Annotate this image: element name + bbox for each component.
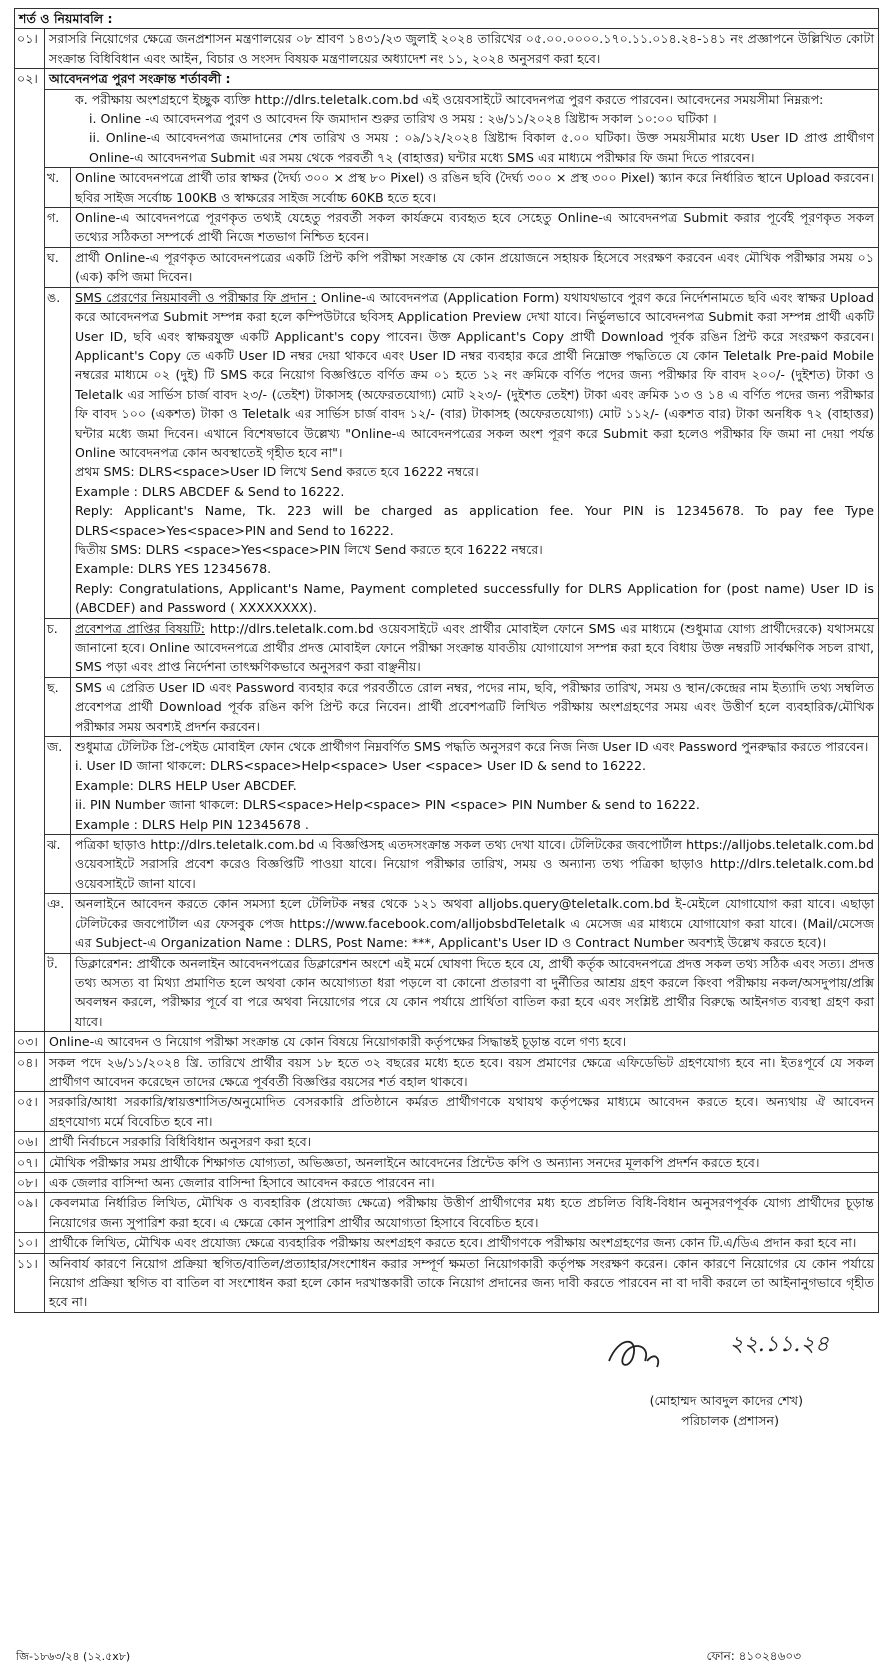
sub-item-chha [45, 677, 878, 736]
signatory-name: (মোহাম্মদ আবদুল কাদের শেখ) [649, 1392, 803, 1408]
signature-block [14, 1313, 879, 1463]
sms-line: Reply: Congratulations, Applicant's Name, Payment completed successfully for DLRS Application for (post name) User ID is (ABCDEF) and Password ( XXXXXXXX). [75, 580, 874, 616]
sms-rules-paragraph: SMS প্রেরণের নিয়মাবলী ও পরীক্ষার ফি প্রদান : Online-এ আবেদনপত্র (Application Form) যথাযথভাবে পুরণ করে নির্দেশনামতে ছবি এবং স্বাক্ষর Upload করে আবেদনপত্র Submit সম্পন্ন করা হলে কম্পিউটারে ছবিসহ Application Preview দেখা যাবে। নির্ভুলভাবে আবেদনপত্র Submit করা সম্পন্ন প্রার্থী একটি User ID, ছবি এবং স্বাক্ষরযুক্ত একটি Applicant's copy পাবেন। উক্ত Applicant's Copy প্রার্থী Download পূর্বক রঙিন প্রিন্ট করে সংরক্ষণ করবেন। Applicant's Copy তে একটি User ID নম্বর দেয়া থাকবে এবং User ID নম্বর ব্যবহার করে প্রার্থী নিম্নোক্ত পদ্ধতিতে যে কোন Teletalk Pre-paid Mobile নম্বরের মাধ্যমে ০২ (দুই) টি SMS করে নিয়োগ বিজ্ঞপ্তিতে বর্ণিত ক্রম ০১ হতে ১২ নং ক্রমিকে বর্ণিত পদের জন্য পরীক্ষার ফি বাবদ ২০০/- (দুইশত) টাকা ও Teletalk এর সার্ভিস চার্জ বাবদ ২৩/- (তেইশ) টাকাসহ (অফেরতযোগ্য) মোট ২২৩/- (দুইশত তেইশ) টাকা এবং ক্রমিক ১৩ ও ১৪ এ বর্ণিত পদের জন্য পরীক্ষার ফি বাবদ ১০০ (একশত) টাকা ও Teletalk এর সার্ভিস চার্জ বাবদ ১২/- (বার) টাকাসহ (অফেরতযোগ্য) মোট ১১২/- (একশত বার) টাকা অনধিক ৭২ (বাহাত্তর) ঘন্টার মধ্যে জমা দিবেন। এখানে বিশেষভাবে উল্লেখ্য "Online-এ আবেদনপত্রের সকল অংশ পূরণ করে Submit করা হলেও পরীক্ষার ফি জমা না দেয়া পর্যন্ত Online আবেদনপত্র কোন অবস্থাতেই গৃহীত হবে না"। [75, 289, 874, 460]
sub-label: ছ. [45, 678, 71, 736]
recovery-intro: শুধুমাত্র টেলিটক প্রি-পেইড মোবাইল ফোন থেকে প্রার্থীগণ নিম্নবর্ণিত SMS পদ্ধতি অনুসরণ করে নিজ নিজ User ID এবং Password পুনরুদ্ধার করতে পারবেন। [75, 739, 869, 755]
ka-end-date: ii. Online-এ আবেদনপত্র জমাদানের শেষ তারিখ ও সময় : ০৯/১২/২০২৪ খ্রিষ্টাব্দ বিকাল ৫.০০ ঘটিকা। উক্ত সময়সীমার মধ্যে User ID প্রাপ্ত প্রার্থীগণ Online-এ আবেদনপত্র Submit এর সময় থেকে পরবর্তী ৭২ (বাহাত্তর) ঘন্টার মধ্যে SMS এর মাধ্যমে পরীক্ষার ফি জমা দিতে পারবেন। [89, 130, 874, 165]
sub-text: পত্রিকা ছাড়াও http://dlrs.teletalk.com.bd এ বিজ্ঞপ্তিসহ এতদসংক্রান্ত সকল তথ্য দেখা যাবে। টেলিটকের জবপোর্টাল https://alljobs.teletalk.com.bd ওয়েবসাইটে সরাসরি প্রবেশ করেও বিজ্ঞপ্তিটি পাওয়া যাবে। নিয়োগ পরীক্ষার তারিখ, সময় ও অন্যান্য তথ্য পত্রিকা ছাড়াও http://dlrs.teletalk.com.bd ওয়েবসাইটে জানা যাবে। [75, 837, 874, 891]
sub-item-ka [45, 90, 878, 168]
terms-heading: শর্ত ও নিয়মাবলি : [15, 9, 878, 29]
item-text: কেবলমাত্র নির্ধারিত লিখিত, মৌখিক ও ব্যবহারিক (প্রযোজ্য ক্ষেত্রে) পরীক্ষায় উত্তীর্ণ প্রার্থীগণের মধ্য হতে প্রচলিত বিধি-বিধান অনুসরণপূর্বক যোগ্য প্রার্থীদের চূড়ান্ত নিয়োগের জন্য সুপারিশ করা হবে। এ ক্ষেত্রে কোন সুপারিশ প্রার্থীর অযোগ্যতা হিসাবে বিবেচিত হবে। [49, 1195, 874, 1230]
item-text: মৌখিক পরীক্ষার সময় প্রার্থীকে শিক্ষাগত যোগ্যতা, অভিজ্ঞতা, অনলাইনে আবেদনের প্রিন্টেড কপি ও অন্যান্য সনদের মূলকপি প্রদর্শন করতে হবে। [49, 1154, 760, 1170]
item-number: ১০। [15, 1233, 45, 1252]
item-text: প্রার্থী নির্বাচনে সরকারি বিধিবিধান অনুসরণ করা হবে। [49, 1134, 312, 1150]
terms-row-04 [15, 1053, 878, 1093]
item-number: ০৮। [15, 1173, 45, 1192]
item-number: ০৪। [15, 1053, 45, 1092]
terms-row-03 [15, 1032, 878, 1052]
item-number: ০২। [15, 69, 45, 1031]
sub-text: প্রবেশপত্র প্রাপ্তির বিষয়টি: http://dlrs.teletalk.com.bd ওয়েবসাইটে এবং প্রার্থীর মোবাইল ফোনে SMS এর মাধ্যমে (শুধুমাত্র যোগ্য প্রার্থীদেরকে) যথাসময়ে জানানো হবে। Online আবেদনপত্রে প্রার্থীর প্রদত্ত মোবাইল ফোনে পরীক্ষা সংক্রান্ত যাবতীয় যোগাযোগ সম্পন্ন করা হবে বিধায় উক্ত নম্বরটি সার্বক্ষণিক সচল রাখা, SMS পড়া এবং প্রাপ্ত নির্দেশনা তাৎক্ষণিকভাবে অনুসরণ করা বাঞ্ছনীয়। [75, 620, 874, 675]
item-text: সরাসরি নিয়োগের ক্ষেত্রে জনপ্রশাসন মন্ত্রণালয়ের ০৮ শ্রাবণ ১৪৩১/২৩ জুলাই ২০২৪ তারিখের ০৫.০০.০০০০.১৭০.১১.০১৪.২৪-১৪১ নং প্রজ্ঞাপনে উল্লিখিত কোটা সংক্রান্ত বিধিবিধান এবং আইন, বিচার ও সংসদ বিষয়ক মন্ত্রণালয়ের অধ্যাদেশ নং ১১, ২০২৪ অনুসরণ করা হবে। [49, 31, 874, 66]
sub-item-ta [45, 953, 878, 1032]
signatory-designation: পরিচালক (প্রশাসন) [681, 1412, 779, 1428]
admit-card-title: প্রবেশপত্র প্রাপ্তির বিষয়টি: [75, 620, 205, 636]
terms-row-10 [15, 1233, 878, 1253]
sms-rules-title: SMS প্রেরণের নিয়মাবলী ও পরীক্ষার ফি প্রদান : [75, 289, 317, 305]
sub-label: জ. [45, 737, 71, 834]
sub-label: ঝ. [45, 835, 71, 893]
signature-date: ২২.১১.২৪ [729, 1331, 829, 1357]
sub-item-jha [45, 834, 878, 893]
sub-label: গ. [45, 208, 71, 247]
sms-line: দ্বিতীয় SMS: DLRS <space>Yes<space>PIN লিখে Send করতে হবে 16222 নম্বরে। [75, 541, 543, 557]
sub-text [71, 288, 878, 618]
sub-label: ঘ. [45, 248, 71, 287]
recovery-line: ii. PIN Number জানা থাকলে: DLRS<space>Help<space> PIN <space> PIN Number & send to 16222. [75, 797, 700, 813]
item-number: ০১। [15, 29, 45, 68]
sms-line: Example: DLRS YES 12345678. [75, 561, 272, 577]
contact-phone: ফোন: ৪১০২৪৬০৩ [706, 1648, 801, 1663]
sub-text: ডিক্লারেশন: প্রার্থীকে অনলাইন আবেদনপত্রের ডিক্লারেশন অংশে এই মর্মে ঘোষণা দিতে হবে যে, প্রার্থী কর্তৃক আবেদনপত্রে প্রদত্ত সকল তথ্য সঠিক এবং সত্য। প্রদত্ত তথ্য অসত্য বা মিথ্যা প্রমাণিত হলে অথবা কোন অযোগ্যতা ধরা পড়লে বা কোনো প্রতারণা বা দুর্নীতির আশ্রয় গ্রহণ করলে কিংবা পরীক্ষায় নকল/অসদুপায়/প্রক্সি অবলম্বন করলে, পরীক্ষার পূর্বে বা পরে অথবা নিয়োগের পরে যে কোন পর্যায়ে প্রার্থিতা বাতিল করা হবে এবং সংশ্লিষ্ট প্রার্থীর বিরুদ্ধে আইনগত ব্যবস্থা গ্রহণ করা যাবে। [75, 955, 874, 1029]
item-text: অনিবার্য কারণে নিয়োগ প্রক্রিয়া স্থগিত/বাতিল/প্রত্যাহার/সংশোধন করার সম্পূর্ণ ক্ষমতা নিয়োগকারী কর্তৃপক্ষ সংরক্ষণ করেন। কোন কারণে নিয়োগের যে কোন পর্যায়ে নিয়োগ প্রক্রিয়া স্থগিত বা বাতিল বা সংশোধন করা হলে কোন দরখাস্তকারী তাকে নিয়োগ প্রদানের জন্য দাবী করতে পারবেন না বা দাবী করলে তা আইনানুগভাবে গৃহীত হবে না। [49, 1255, 874, 1310]
sub-text: Online-এ আবেদনপত্রে পূরণকৃত তথ্যই যেহেতু পরবর্তী সকল কার্যক্রমে ব্যবহৃত হবে সেহেতু Online-এ আবেদনপত্র Submit করার পূর্বেই পূরণকৃত সকল তথ্যের সঠিকতা সম্পর্কে প্রার্থী নিজে শতভাগ নিশ্চিত হবেন। [75, 210, 874, 245]
item-text: প্রার্থীকে লিখিত, মৌখিক এবং প্রযোজ্য ক্ষেত্রে ব্যবহারিক পরীক্ষায় অংশগ্রহণ করতে হবে। প্রার্থীগণকে পরীক্ষায় অংশগ্রহণের জন্য কোন টি.এ/ডিএ প্রদান করা হবে না। [49, 1235, 857, 1251]
sub-text [71, 737, 878, 834]
item-number: ০৬। [15, 1132, 45, 1151]
terms-row-08 [15, 1173, 878, 1193]
terms-row-05 [15, 1092, 878, 1132]
sub-item-cha [45, 618, 878, 677]
section2-content [45, 69, 878, 1031]
sms-line: Example : DLRS ABCDEF & Send to 16222. [75, 483, 345, 499]
sub-label: ঞ. [45, 894, 71, 952]
item-number: ০৩। [15, 1032, 45, 1051]
sub-item-ga [45, 207, 878, 247]
sub-item-ja [45, 736, 878, 834]
sub-item-ka-body [45, 90, 878, 168]
sub-label: ঙ. [45, 288, 71, 618]
item-text: সকল পদে ২৬/১১/২০২৪ খ্রি. তারিখে প্রার্থীর বয়স ১৮ হতে ৩২ বছরের মধ্যে হতে হবে। বয়স প্রমাণের ক্ষেত্রে এফিডেভিট গ্রহণযোগ্য হবে না। ইতঃপূর্বে যে সকল প্রার্থীগণ আবেদন করেছেন তাদের ক্ষেত্রে পূর্ববর্তী বিজ্ঞপ্তির বয়সের শর্ত বহাল থাকবে। [49, 1054, 874, 1089]
terms-row-07 [15, 1153, 878, 1173]
sub-label: ট. [45, 954, 71, 1032]
sub-item-kha [45, 167, 878, 207]
item-text: সরকারি/আধা সরকারি/স্বায়ত্তশাসিত/অনুমোদিত বেসরকারি প্রতিষ্ঠানে কর্মরত প্রার্থীগণকে যথাযথ কর্তৃপক্ষের মাধ্যমে আবেদন করতে হবে। অন্যথায় ঐ আবেদন গ্রহণযোগ্য মর্মে বিবেচিত হবে না। [49, 1094, 874, 1129]
ka-start-date: i. Online -এ আবেদনপত্র পুরণ ও আবেদন ফি জমাদান শুরুর তারিখ ও সময় : ২৬/১১/২০২৪ খ্রিষ্টাব্দ সকাল ১০:০০ ঘটিকা । [89, 111, 717, 127]
sub-label: চ. [45, 619, 71, 677]
terms-row-11 [15, 1254, 878, 1312]
sms-line: প্রথম SMS: DLRS<space>User ID লিখে Send করতে হবে 16222 নম্বরে। [75, 464, 479, 480]
sms-line: Reply: Applicant's Name, Tk. 223 will be charged as application fee. Your PIN is 12345678. To pay fee Type DLRS<space>Yes<space>PIN and Send to 16222. [75, 503, 874, 538]
sub-item-gha [45, 247, 878, 287]
recovery-line: Example: DLRS HELP User ABCDEF. [75, 777, 297, 793]
item-number: ০৯। [15, 1193, 45, 1232]
item-number: ০৭। [15, 1153, 45, 1172]
recovery-line: i. User ID জানা থাকলে: DLRS<space>Help<space> User <space> User ID & send to 16222. [75, 758, 647, 774]
terms-row-02 [15, 69, 878, 1032]
terms-row-09 [15, 1193, 878, 1233]
sub-item-nya [45, 893, 878, 952]
item-text: এক জেলার বাসিন্দা অন্য জেলার বাসিন্দা হিসাবে আবেদন করতে পারবেন না। [49, 1174, 435, 1190]
sub-text: প্রার্থী Online-এ পূরণকৃত আবেদনপত্রের একটি প্রিন্ট কপি পরীক্ষা সংক্রান্ত যে কোন প্রয়োজনে সহায়ক হিসেবে সংরক্ষণ করবেন এবং মৌখিক পরীক্ষার সময় ০১ (এক) কপি জমা দিবেন। [75, 249, 874, 285]
item-text: Online-এ আবেদন ও নিয়োগ পরীক্ষা সংক্রান্ত যে কোন বিষয়ে নিয়োগকারী কর্তৃপক্ষের সিদ্ধান্তই চূড়ান্ত বলে গণ্য হবে। [49, 1034, 627, 1050]
sub-text: SMS এ প্রেরিত User ID এবং Password ব্যবহার করে পরবর্তীতে রোল নম্বর, পদের নাম, ছবি, পরীক্ষার তারিখ, সময় ও স্থান/কেন্দ্রের নাম ইত্যাদি তথ্য সম্বলিত প্রবেশপত্র প্রার্থী Download পূর্বক রঙিন কপি প্রিন্ট করে নিবেন। প্রার্থী প্রবেশপত্রটি লিখিত পরীক্ষায় অংশগ্রহণের সময় এবং উত্তীর্ণ হলে ব্যবহারিক/মৌখিক পরীক্ষার সময় অবশ্যই প্রদর্শন করবেন। [75, 679, 874, 734]
sub-item-uma [45, 287, 878, 618]
sub-text: Online আবেদনপত্রে প্রার্থী তার স্বাক্ষর (দৈর্ঘ্য ৩০০ × প্রস্থ ৮০ Pixel) ও রঙিন ছবি (দৈর্ঘ্য ৩০০ × প্রস্থ ৩০০ Pixel) স্ক্যান করে নির্ধারিত স্থানে Upload করবেন। ছবির সাইজ সর্বোচ্চ 100KB ও স্বাক্ষরের সাইজ সর্বোচ্চ 60KB হতে হবে। [75, 170, 874, 205]
sub-label: খ. [45, 168, 71, 207]
terms-row-06 [15, 1132, 878, 1152]
terms-table [14, 8, 879, 1313]
ka-intro: ক. পরীক্ষায় অংশগ্রহণে ইচ্ছুক ব্যক্তি http://dlrs.teletalk.com.bd এই ওয়েবসাইটে আবেদনপত্র পুরণ করতে পারবেন। আবেদনের সময়সীমা নিম্নরূপ: [75, 91, 824, 107]
terms-row-01 [15, 29, 878, 69]
recovery-line: Example : DLRS Help PIN 12345678 . [75, 816, 309, 832]
item-number: ১১। [15, 1254, 45, 1312]
sub-text: অনলাইনে আবেদন করতে কোন সমস্যা হলে টেলিটক নম্বর থেকে ১২১ অথবা alljobs.query@teletalk.com.bd ই-মেইলে যোগাযোগ করা যাবে। এছাড়া টেলিটকের জবপোর্টাল এর ফেসবুক পেজ https://www.facebook.com/alljobsbdTeletalk এ মেসেজ এর মাধ্যমে যোগাযোগ করা যাবে। (Mail/মেসেজ এর Subject-এ Organization Name : DLRS, Post Name: ***, Applicant's User ID ও Contract Number অবশ্যই উল্লেখ করতে হবে)। [75, 896, 874, 951]
item-number: ০৫। [15, 1092, 45, 1131]
section2-title: আবেদনপত্র পুরণ সংক্রান্ত শর্তাবলী : [45, 69, 878, 89]
print-code: জি-১৮৬৩/২৪ (১২.৫x৮) [16, 1649, 131, 1663]
